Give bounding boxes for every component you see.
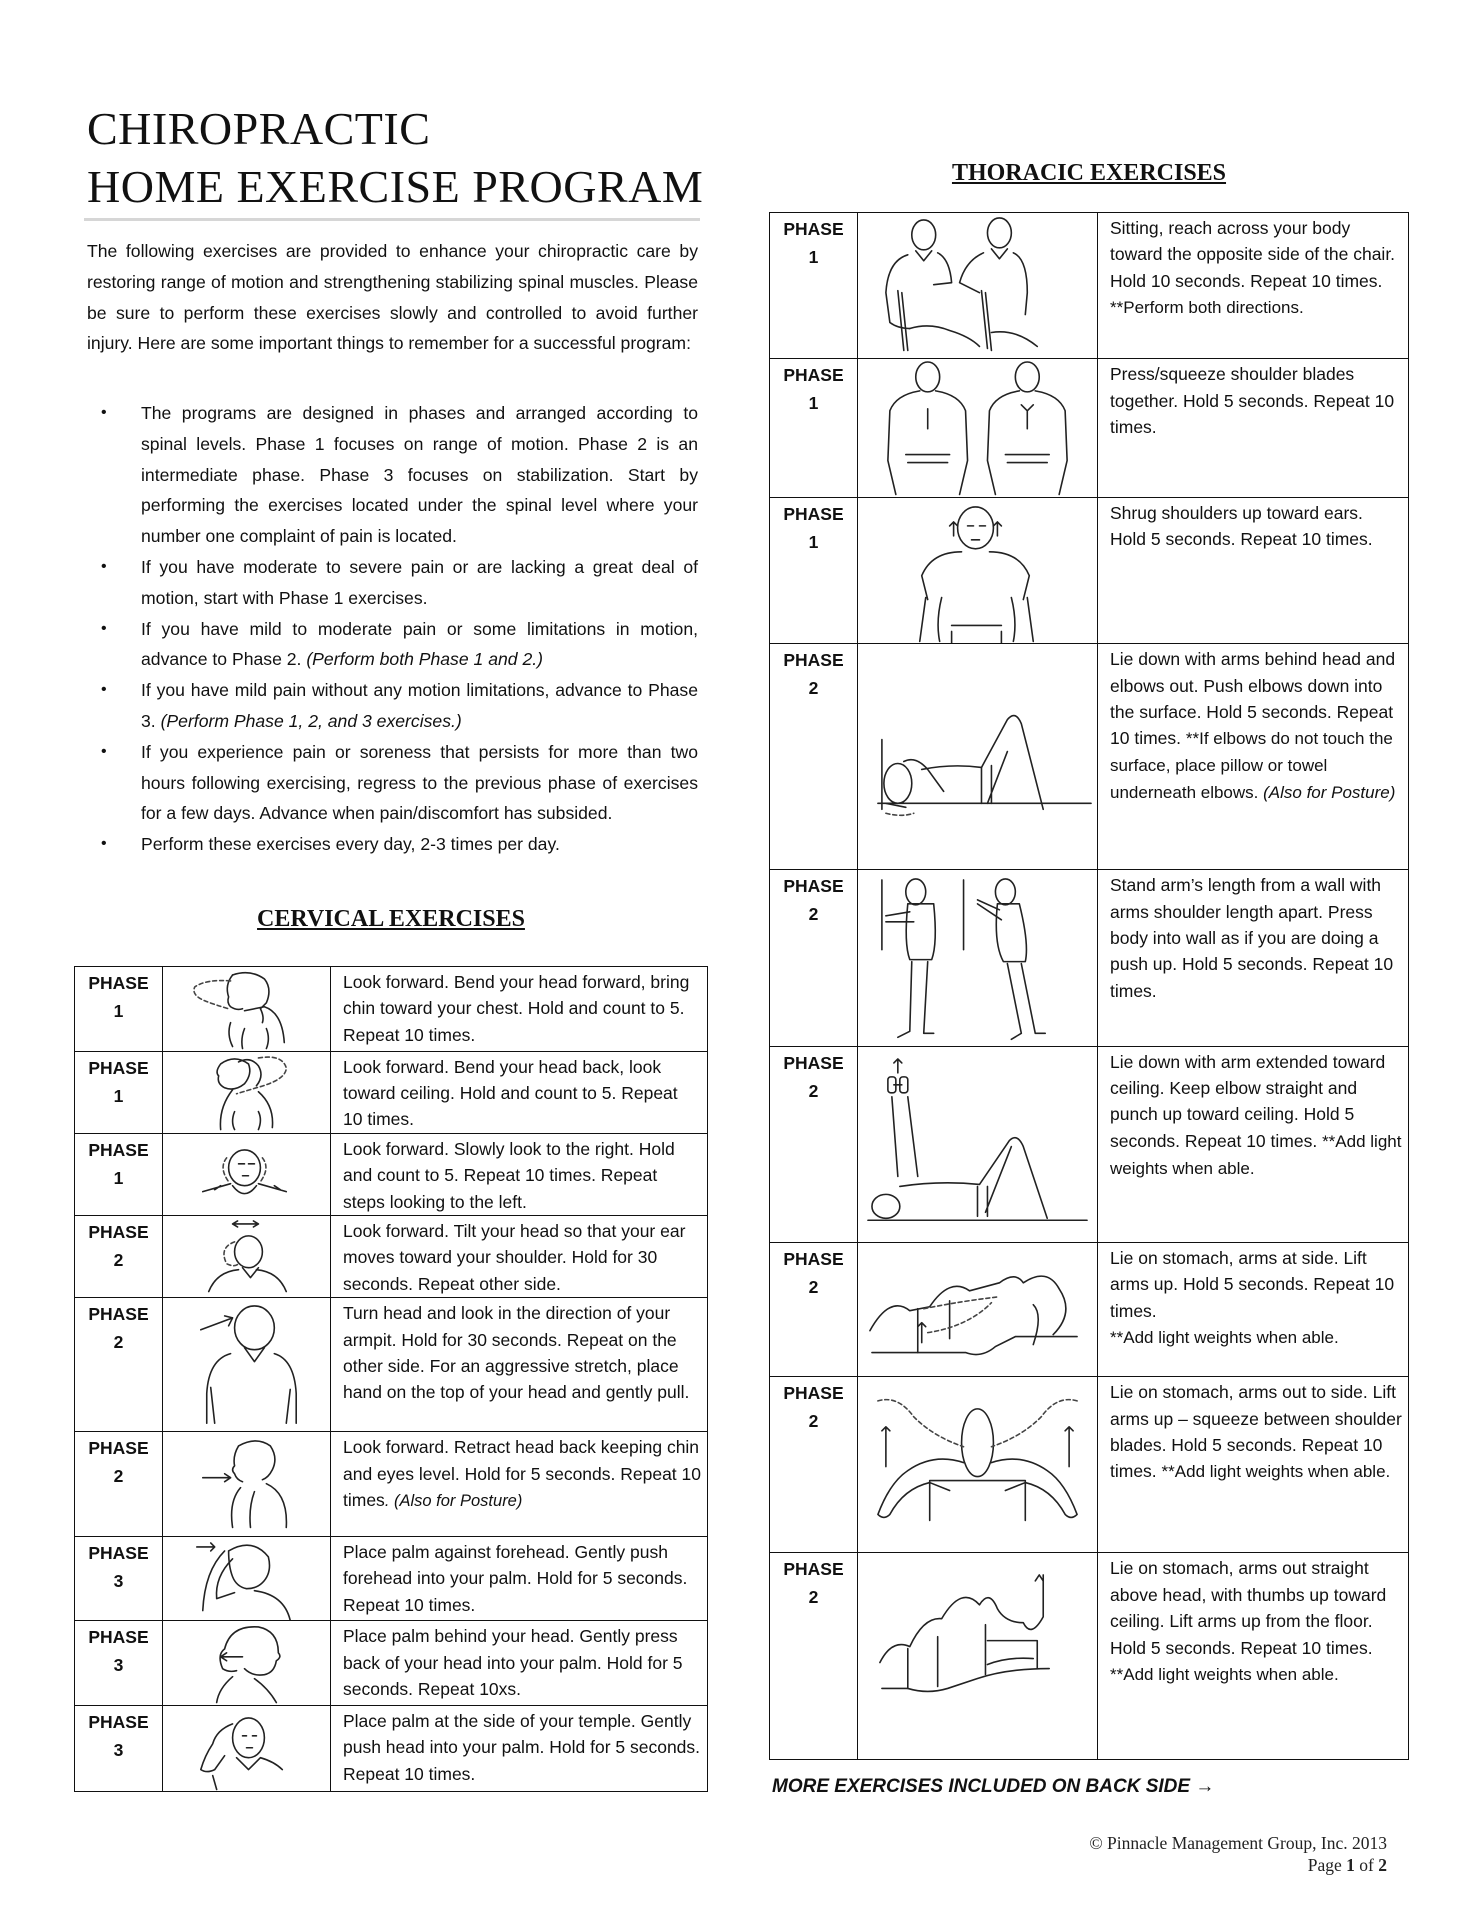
phase-cell: PHASE 2	[770, 1553, 858, 1759]
phase-number: 2	[808, 1411, 819, 1432]
exercise-row	[770, 213, 1409, 359]
bullet-icon: •	[101, 557, 107, 575]
exercise-description: Look forward. Bend your head forward, bring chin toward your chest. Hold and count to 5. Repeat 10 times.	[331, 967, 708, 1052]
posture-note: (Also for Posture)	[1263, 783, 1396, 803]
phase-number: 1	[113, 1085, 124, 1106]
phase-cell: PHASE 2	[770, 644, 858, 870]
neck-side-tilt-figure	[163, 1215, 331, 1297]
phase-cell: PHASE 3	[75, 1536, 163, 1621]
seated-rotation-figure	[858, 213, 1098, 359]
copyright-text: © Pinnacle Management Group, Inc. 2013	[1089, 1833, 1387, 1853]
bullet-icon: •	[101, 681, 107, 699]
phase-number: 2	[808, 1080, 819, 1101]
phase-cell: PHASE 1	[75, 1051, 163, 1133]
phase-number: 3	[113, 1570, 124, 1591]
cervical-exercise-table	[74, 966, 708, 1792]
document-title	[87, 100, 703, 216]
exercise-row	[75, 1215, 708, 1297]
phase-cell: PHASE 2	[75, 1298, 163, 1432]
phase-cell: PHASE 2	[770, 870, 858, 1046]
phase-number: 2	[113, 1332, 124, 1353]
exercise-description: Stand arm’s length from a wall with arms shoulder length apart. Press body into wall as if you are doing a push up. Hold 5 seconds. Repeat 10 times.	[1098, 870, 1409, 1046]
exercise-description: Shrug shoulders up toward ears. Hold 5 seconds. Repeat 10 times.	[1098, 497, 1409, 643]
guideline-item: • If you have mild pain without any motion limitations, advance to Phase 3. (Perform Phase 1, 2, and 3 exercises.)	[87, 675, 698, 737]
chin-tuck-figure	[163, 1432, 331, 1536]
exercise-row	[75, 1536, 708, 1621]
phase-number: 2	[808, 678, 819, 699]
guideline-item: • If you have moderate to severe pain or are lacking a great deal of motion, start with Phase 1 exercises.	[87, 552, 698, 614]
exercise-description: Lie down with arms behind head and elbows out. Push elbows down into the surface. Hold 5 seconds. Repeat 10 times. **If elbows do not touch the surface, place pillow or towel underneath elbows. (Also for Posture)	[1098, 644, 1409, 870]
phase-number: 1	[808, 247, 819, 267]
bullet-icon: •	[101, 742, 107, 760]
phase-cell: PHASE 1	[770, 359, 858, 497]
phase-number: 2	[808, 1276, 819, 1297]
phase-number: 3	[113, 1739, 124, 1760]
exercise-description: Look forward. Bend your head back, look toward ceiling. Hold and count to 5. Repeat 10 times.	[331, 1051, 708, 1133]
exercise-row	[75, 1621, 708, 1706]
forehead-press-figure	[163, 1536, 331, 1621]
wall-pushup-figure	[858, 870, 1098, 1046]
exercise-row	[770, 1553, 1409, 1759]
guideline-item: • The programs are designed in phases and arranged according to spinal levels. Phase 1 focuses on range of motion. Phase 2 is an intermediate phase. Phase 3 focuses on stabilization. Start by performing the exercises located under the spinal level where your number one complaint of pain is located.	[87, 398, 698, 552]
temple-press-figure	[163, 1705, 331, 1791]
exercise-note: **Add light weights when able.	[1161, 1462, 1391, 1482]
thoracic-heading: THORACIC EXERCISES	[951, 160, 1227, 186]
cervical-heading: CERVICAL EXERCISES	[257, 906, 525, 932]
bullet-icon: •	[101, 619, 107, 637]
thoracic-exercise-table	[769, 212, 1409, 1760]
exercise-row	[770, 359, 1409, 497]
exercise-row	[75, 967, 708, 1052]
title-line-1: CHIROPRACTIC	[87, 103, 431, 154]
guideline-note: (Perform both Phase 1 and 2.)	[306, 649, 543, 670]
exercise-row	[770, 644, 1409, 870]
phase-cell: PHASE 1	[75, 1133, 163, 1215]
phase-cell: PHASE 3	[75, 1705, 163, 1791]
exercise-description: Turn head and look in the direction of your armpit. Hold for 30 seconds. Repeat on the other side. For an aggressive stretch, place hand on the top of your head and gently pull.	[331, 1298, 708, 1432]
prone-arm-lift-side-figure	[858, 1242, 1098, 1376]
exercise-description: Lie on stomach, arms at side. Lift arms up. Hold 5 seconds. Repeat 10 times. **Add light weights when able.	[1098, 1242, 1409, 1376]
phase-cell: PHASE 2	[75, 1432, 163, 1536]
guideline-item: • If you experience pain or soreness that persists for more than two hours following exercising, regress to the previous phase of exercises for a few days. Advance when pain/discomfort has subsided.	[87, 737, 698, 829]
phase-number: 3	[113, 1655, 124, 1676]
exercise-note: **If elbows do not touch the surface, place pillow or towel underneath elbows.	[1110, 729, 1393, 803]
exercise-note: **Add light weights when able.	[1110, 1665, 1339, 1685]
phase-number: 2	[808, 1587, 819, 1608]
exercise-description: Look forward. Slowly look to the right. Hold and count to 5. Repeat 10 times. Repeat steps looking to the left.	[331, 1133, 708, 1215]
exercise-description: Look forward. Tilt your head so that your ear moves toward your shoulder. Hold for 30 seconds. Repeat other side.	[331, 1215, 708, 1297]
phase-cell: PHASE 2	[770, 1242, 858, 1376]
guideline-item: • Perform these exercises every day, 2-3 times per day.	[87, 829, 698, 860]
bullet-icon: •	[101, 835, 107, 853]
phase-number: 1	[113, 1001, 124, 1021]
neck-flexion-figure	[163, 967, 331, 1052]
title-divider	[84, 218, 700, 221]
neck-rotation-figure	[163, 1133, 331, 1215]
exercise-row	[770, 1242, 1409, 1376]
exercise-description: Lie down with arm extended toward ceiling. Keep elbow straight and punch up toward ceiling. Hold 5 seconds. Repeat 10 times. **Add light weights when able.	[1098, 1046, 1409, 1242]
shoulder-blade-squeeze-figure	[858, 359, 1098, 497]
exercise-description: Lie on stomach, arms out straight above head, with thumbs up toward ceiling. Lift arms up from the floor. Hold 5 seconds. Repeat 10 times. **Add light weights when able.	[1098, 1553, 1409, 1759]
levator-stretch-figure	[163, 1298, 331, 1432]
more-exercises-note: MORE EXERCISES INCLUDED ON BACK SIDE →	[772, 1776, 1215, 1797]
exercise-row	[75, 1298, 708, 1432]
posture-note: . (Also for Posture)	[384, 1492, 523, 1511]
shoulder-shrug-figure	[858, 497, 1098, 643]
exercise-row	[770, 1046, 1409, 1242]
exercise-note: **Perform both directions.	[1110, 298, 1304, 318]
phase-number: 2	[113, 1466, 124, 1487]
exercise-row	[770, 870, 1409, 1046]
phase-cell: PHASE 3	[75, 1621, 163, 1706]
exercise-description: Place palm against forehead. Gently push forehead into your palm. Hold for 5 seconds. Repeat 10 times.	[331, 1536, 708, 1621]
exercise-row	[75, 1432, 708, 1536]
supine-elbow-press-figure	[858, 644, 1098, 870]
bullet-icon: •	[101, 404, 107, 421]
exercise-row	[75, 1133, 708, 1215]
page-number: Page 1 of 2	[1307, 1855, 1387, 1875]
footer	[1089, 1832, 1387, 1876]
phase-cell: PHASE 1	[770, 497, 858, 643]
exercise-note: **Add light weights when able.	[1110, 1131, 1402, 1178]
phase-cell: PHASE 2	[770, 1377, 858, 1553]
title-line-2: HOME EXERCISE PROGRAM	[87, 161, 704, 212]
prone-arms-overhead-figure	[858, 1553, 1098, 1759]
exercise-description: Look forward. Retract head back keeping chin and eyes level. Hold for 5 seconds. Repeat 10 times. (Also for Posture)	[331, 1432, 708, 1536]
exercise-description: Lie on stomach, arms out to side. Lift arms up – squeeze between shoulder blades. Hold 5 seconds. Repeat 10 times. **Add light weights when able.	[1098, 1377, 1409, 1553]
phase-cell: PHASE 1	[770, 213, 858, 359]
prone-arms-out-figure	[858, 1377, 1098, 1553]
exercise-row	[75, 1705, 708, 1791]
exercise-description: Sitting, reach across your body toward the opposite side of the chair. Hold 10 seconds. Repeat 10 times. **Perform both directions.	[1098, 213, 1409, 359]
phase-cell: PHASE 2	[75, 1215, 163, 1297]
exercise-row	[770, 497, 1409, 643]
phase-number: 2	[808, 904, 819, 925]
exercise-row	[75, 1051, 708, 1133]
phase-number: 1	[808, 531, 819, 552]
phase-cell: PHASE 1	[75, 967, 163, 1052]
exercise-description: Press/squeeze shoulder blades together. Hold 5 seconds. Repeat 10 times.	[1098, 359, 1409, 497]
intro-paragraph: The following exercises are provided to enhance your chiropractic care by restoring range of motion and strengthening stabilizing spinal muscles. Please be sure to perform these exercises slowly and controlled to avoid further injury. Here are some important things to remember for a successful program:	[87, 241, 698, 354]
supine-punch-figure	[858, 1046, 1098, 1242]
phase-cell: PHASE 2	[770, 1046, 858, 1242]
phase-number: 1	[113, 1167, 124, 1188]
exercise-note: **Add light weights when able.	[1110, 1327, 1339, 1347]
guideline-note: (Perform Phase 1, 2, and 3 exercises.)	[160, 710, 462, 731]
exercise-row	[770, 1377, 1409, 1553]
guideline-item: • If you have mild to moderate pain or some limitations in motion, advance to Phase 2. (Perform both Phase 1 and 2.)	[87, 614, 698, 676]
phase-number: 1	[808, 393, 819, 414]
phase-number: 2	[113, 1249, 124, 1270]
guidelines-list	[87, 398, 698, 860]
back-head-press-figure	[163, 1621, 331, 1706]
exercise-description: Place palm at the side of your temple. Gently push head into your palm. Hold for 5 seconds. Repeat 10 times.	[331, 1705, 708, 1791]
neck-extension-figure	[163, 1051, 331, 1133]
exercise-description: Place palm behind your head. Gently press back of your head into your palm. Hold for 5 seconds. Repeat 10xs.	[331, 1621, 708, 1706]
